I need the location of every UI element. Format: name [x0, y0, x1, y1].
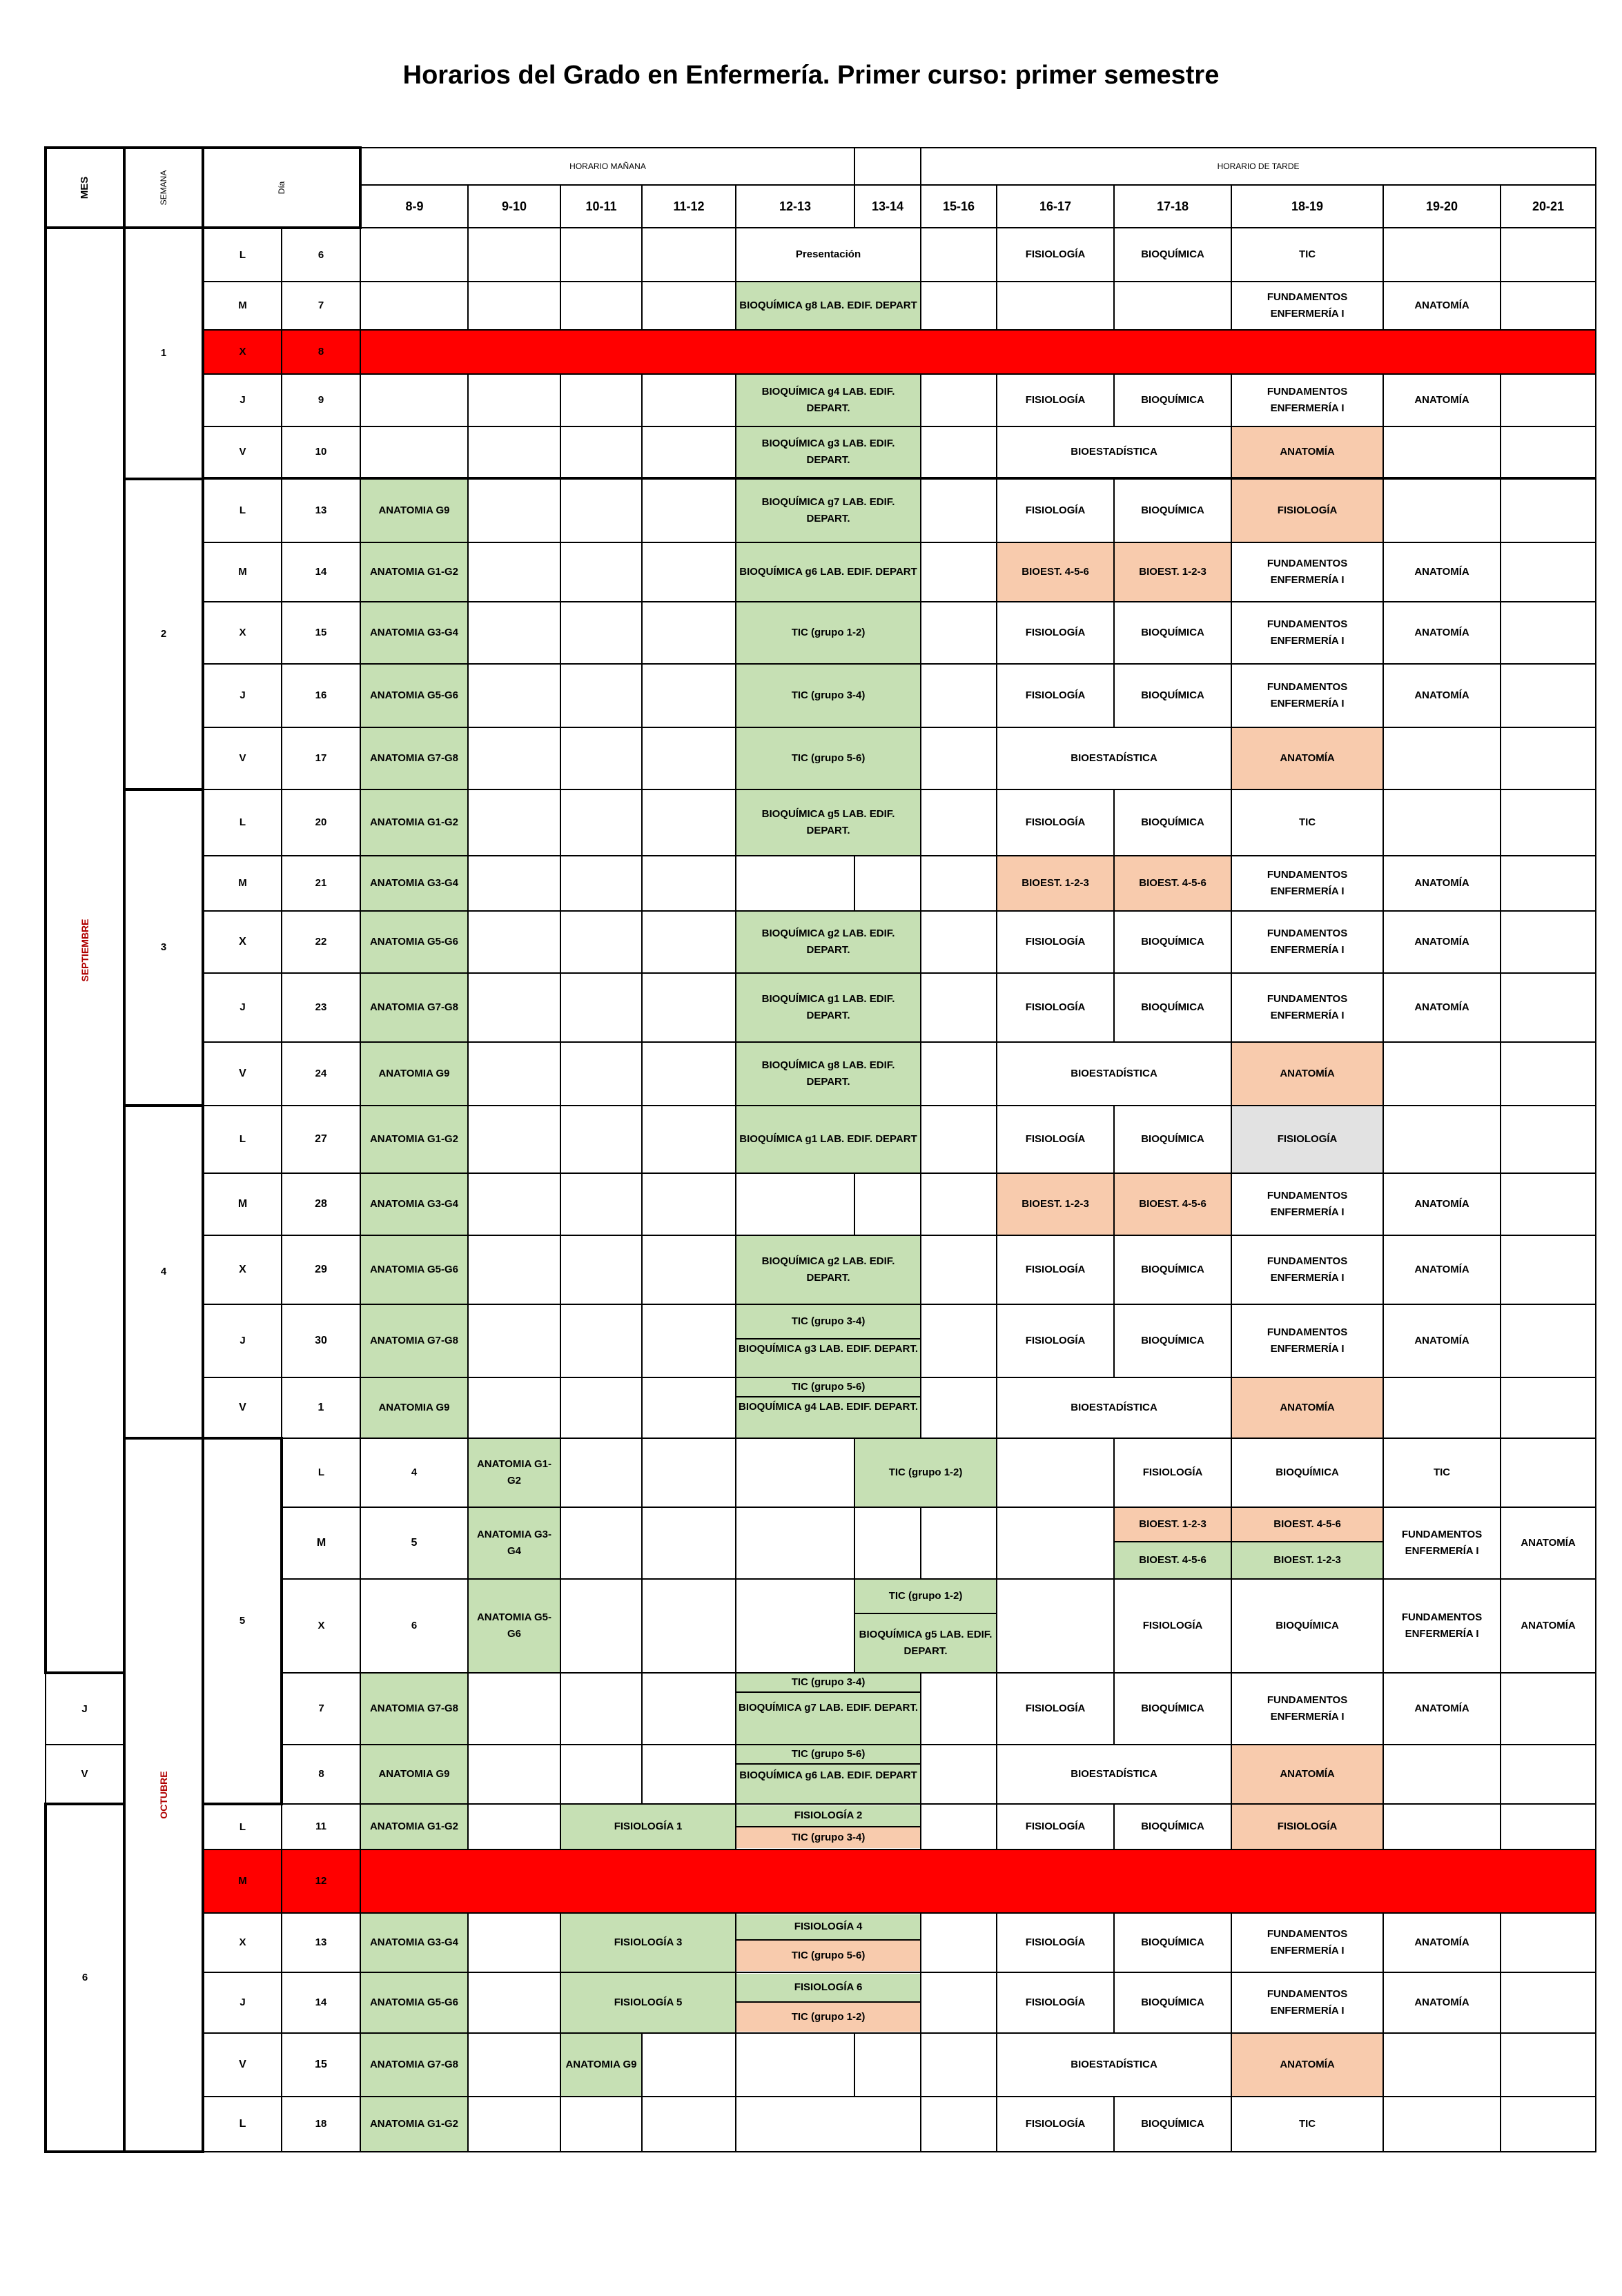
day-row: [46, 426, 1596, 478]
cell: TIC: [1231, 2097, 1383, 2152]
cell: FISIOLOGÍA: [997, 602, 1114, 664]
day-number: 12: [282, 1849, 360, 1913]
cell: FUNDAMENTOS ENFERMERÍA I: [1231, 1235, 1383, 1304]
slot-header: 20-21: [1501, 185, 1596, 228]
day-letter: M: [203, 856, 282, 911]
day-row: [46, 973, 1596, 1042]
cell: FISIOLOGÍA: [997, 228, 1114, 282]
week-number: 6: [46, 1804, 124, 2152]
cell: ANATOMÍA: [1383, 282, 1501, 330]
cell: BIOQUÍMICA: [1114, 1304, 1231, 1377]
cell: TIC (grupo 1-2): [736, 2003, 920, 2032]
cell: BIOQUÍMICA g5 LAB. EDIF. DEPART.: [859, 1629, 993, 1657]
day-letter: J: [203, 664, 282, 727]
day-letter: M: [203, 1849, 282, 1913]
page-title: Horarios del Grado en Enfermería. Primer curso: primer semestre: [402, 61, 1220, 90]
morning-header: HORARIO MAÑANA: [360, 148, 854, 185]
day-letter: L: [203, 1106, 282, 1173]
day-number: 18: [282, 2097, 360, 2152]
cell: ANATOMÍA: [1383, 1972, 1501, 2033]
cell: BIOEST. 1-2-3: [997, 1173, 1114, 1235]
cell: BIOQUÍMICA g4 LAB. EDIF. DEPART.: [739, 1401, 919, 1413]
cell: BIOEST. 1-2-3: [1115, 1508, 1231, 1542]
day-row: [46, 1804, 1596, 1849]
slot-header: 12-13: [736, 185, 854, 228]
cell: BIOEST. 4-5-6: [1114, 1173, 1231, 1235]
week-number: 3: [124, 789, 203, 1106]
cell: FISIOLOGÍA: [997, 911, 1114, 973]
day-number: 21: [282, 856, 360, 911]
cell: ANATOMIA G9: [360, 479, 468, 542]
cell: BIOQUÍMICA g3 LAB. EDIF. DEPART.: [739, 1343, 919, 1355]
slot-header: 8-9: [360, 185, 468, 228]
cell: ANATOMÍA: [1383, 1235, 1501, 1304]
day-letter: J: [203, 374, 282, 426]
cell: BIOQUÍMICA: [1114, 1673, 1231, 1745]
cell: ANATOMIA G7-G8: [360, 727, 468, 789]
day-letter: J: [46, 1673, 124, 1745]
day-row: [46, 602, 1596, 664]
cell: BIOEST. 4-5-6: [997, 542, 1114, 602]
day-letter: X: [203, 330, 282, 374]
cell: ANATOMÍA: [1383, 1304, 1501, 1377]
day-letter: M: [203, 542, 282, 602]
day-letter: X: [203, 1235, 282, 1304]
cell: ANATOMIA G7-G8: [360, 1304, 468, 1377]
day-letter: X: [203, 911, 282, 973]
split-cell: [1231, 1507, 1383, 1579]
day-row: [46, 1235, 1596, 1304]
holiday-row: [46, 330, 1596, 374]
day-number: 15: [282, 602, 360, 664]
cell: BIOQUÍMICA g4 LAB. EDIF. DEPART.: [736, 374, 921, 426]
cell: FUNDAMENTOS ENFERMERÍA I: [1383, 1579, 1501, 1673]
cell: ANATOMIA G3-G4: [360, 1173, 468, 1235]
day-letter: X: [282, 1579, 360, 1673]
header-gap: [854, 148, 921, 185]
cell: TIC (grupo 5-6): [736, 1378, 920, 1397]
cell: BIOQUÍMICA: [1114, 973, 1231, 1042]
cell: FISIOLOGÍA: [1231, 479, 1383, 542]
day-letter: L: [203, 2097, 282, 2152]
cell: ANATOMÍA: [1501, 1579, 1596, 1673]
cell: FUNDAMENTOS ENFERMERÍA I: [1231, 282, 1383, 330]
slot-header: 9-10: [468, 185, 560, 228]
cell: BIOQUÍMICA g8 LAB. EDIF. DEPART: [736, 282, 921, 330]
cell: BIOQUÍMICA g2 LAB. EDIF. DEPART.: [736, 1235, 921, 1304]
month-september: SEPTIEMBRE: [46, 228, 124, 1673]
day-letter: M: [203, 1173, 282, 1235]
day-letter: L: [203, 479, 282, 542]
cell: ANATOMIA G5-G6: [360, 664, 468, 727]
cell: BIOEST. 1-2-3: [997, 856, 1114, 911]
split-cell: [1114, 1507, 1231, 1579]
cell: ANATOMIA G5-G6: [360, 1235, 468, 1304]
split-cell: [736, 1377, 921, 1438]
day-letter: X: [203, 1913, 282, 1972]
cell: BIOEST. 4-5-6: [1115, 1542, 1231, 1578]
cell: FUNDAMENTOS ENFERMERÍA I: [1231, 1304, 1383, 1377]
cell: ANATOMIA G9: [360, 1377, 468, 1438]
cell: FISIOLOGÍA 1: [560, 1804, 736, 1849]
day-letter: V: [203, 426, 282, 478]
day-number: 7: [282, 1673, 360, 1745]
day-number: 14: [282, 542, 360, 602]
day-number: 28: [282, 1173, 360, 1235]
day-letter: J: [203, 973, 282, 1042]
cell: ANATOMIA G1-G2: [360, 542, 468, 602]
day-number: 13: [282, 1913, 360, 1972]
cell: BIOQUÍMICA: [1231, 1579, 1383, 1673]
cell: TIC (grupo 1-2): [855, 1580, 996, 1614]
cell: BIOQUÍMICA g7 LAB. EDIF. DEPART.: [739, 1702, 919, 1714]
cell: FISIOLOGÍA: [997, 374, 1114, 426]
day-number: 6: [360, 1579, 468, 1673]
cell: TIC (grupo 1-2): [854, 1438, 997, 1507]
cell: ANATOMÍA: [1383, 602, 1501, 664]
day-number: 16: [282, 664, 360, 727]
cell: FISIOLOGÍA 3: [560, 1913, 736, 1972]
cell: ANATOMÍA: [1231, 727, 1383, 789]
day-row: [46, 1438, 1596, 1507]
cell: BIOQUÍMICA: [1114, 602, 1231, 664]
cell: TIC (grupo 3-4): [736, 1827, 920, 1848]
cell: TIC: [1231, 789, 1383, 856]
mes-header: MES: [46, 148, 124, 228]
cell: ANATOMIA G3-G4: [360, 1913, 468, 1972]
cell: ANATOMÍA: [1383, 856, 1501, 911]
cell: FISIOLOGÍA: [997, 973, 1114, 1042]
day-letter: V: [46, 1745, 124, 1804]
day-letter: M: [282, 1507, 360, 1579]
cell: ANATOMIA G1-G2: [360, 1106, 468, 1173]
cell: ANATOMIA G5-G6: [360, 911, 468, 973]
cell: FUNDAMENTOS ENFERMERÍA I: [1231, 1673, 1383, 1745]
cell: BIOQUÍMICA: [1114, 1804, 1231, 1849]
cell: BIOEST. 4-5-6: [1232, 1508, 1382, 1542]
semana-header: SEMANA: [124, 148, 203, 228]
cell: BIOQUÍMICA: [1114, 2097, 1231, 2152]
day-row: [46, 1304, 1596, 1377]
cell: ANATOMÍA: [1383, 1673, 1501, 1745]
holiday-bar: [360, 1849, 1596, 1913]
cell: ANATOMIA G7-G8: [360, 2033, 468, 2097]
cell: BIOEST. 1-2-3: [1114, 542, 1231, 602]
cell: ANATOMÍA: [1383, 911, 1501, 973]
week-number: 4: [124, 1106, 203, 1438]
day-number: 27: [282, 1106, 360, 1173]
cell: ANATOMÍA: [1501, 1507, 1596, 1579]
header-row-1: [46, 148, 1596, 185]
day-number: 7: [282, 282, 360, 330]
day-letter: J: [203, 1304, 282, 1377]
cell: FISIOLOGÍA: [997, 1913, 1114, 1972]
day-number: 15: [282, 2033, 360, 2097]
week-number: 2: [124, 479, 203, 789]
cell: BIOESTADÍSTICA: [997, 426, 1231, 478]
cell: ANATOMÍA: [1383, 973, 1501, 1042]
cell: FUNDAMENTOS ENFERMERÍA I: [1231, 973, 1383, 1042]
cell: BIOQUÍMICA: [1114, 228, 1231, 282]
slot-header: 18-19: [1231, 185, 1383, 228]
cell: BIOQUÍMICA: [1114, 911, 1231, 973]
day-number: 8: [282, 330, 360, 374]
split-cell: [736, 1972, 921, 2033]
day-letter: V: [203, 727, 282, 789]
cell: BIOESTADÍSTICA: [997, 1377, 1231, 1438]
day-row: [46, 1972, 1596, 2033]
afternoon-header: HORARIO DE TARDE: [921, 148, 1596, 185]
slot-header: 17-18: [1114, 185, 1231, 228]
day-number: 5: [360, 1507, 468, 1579]
cell: FISIOLOGÍA: [997, 664, 1114, 727]
day-row: [46, 727, 1596, 789]
day-letter: M: [203, 282, 282, 330]
day-letter: L: [282, 1438, 360, 1507]
cell: BIOQUÍMICA g1 LAB. EDIF. DEPART: [736, 1106, 921, 1173]
cell: ANATOMIA G1-G2: [360, 1804, 468, 1849]
cell: TIC (grupo 3-4): [736, 1305, 920, 1340]
cell: FISIOLOGÍA: [1114, 1579, 1231, 1673]
day-letter: X: [203, 602, 282, 664]
cell: FISIOLOGÍA 5: [560, 1972, 736, 2033]
cell: FUNDAMENTOS ENFERMERÍA I: [1231, 911, 1383, 973]
day-letter: V: [203, 1042, 282, 1106]
day-row: [46, 2097, 1596, 2152]
cell: FUNDAMENTOS ENFERMERÍA I: [1231, 1173, 1383, 1235]
day-number: 1: [282, 1377, 360, 1438]
day-row: [46, 1106, 1596, 1173]
schedule-table: [44, 146, 1596, 2153]
day-row: [46, 789, 1596, 856]
dia-header: Día: [203, 148, 360, 228]
cell: TIC (grupo 3-4): [736, 664, 921, 727]
day-row: [46, 282, 1596, 330]
cell: BIOESTADÍSTICA: [997, 727, 1231, 789]
cell: TIC (grupo 3-4): [736, 1674, 920, 1693]
cell: BIOQUÍMICA: [1114, 1235, 1231, 1304]
day-number: 6: [282, 228, 360, 282]
cell: BIOQUÍMICA: [1114, 1106, 1231, 1173]
cell: FISIOLOGÍA: [997, 1304, 1114, 1377]
day-letter: L: [203, 228, 282, 282]
cell: FUNDAMENTOS ENFERMERÍA I: [1231, 1972, 1383, 2033]
cell: ANATOMIA G5-G6: [468, 1579, 560, 1673]
cell: FISIOLOGÍA: [997, 479, 1114, 542]
cell: ANATOMIA G1-G2: [468, 1438, 560, 1507]
cell: BIOEST. 4-5-6: [1114, 856, 1231, 911]
cell: FISIOLOGÍA: [997, 1106, 1114, 1173]
cell: TIC: [1231, 228, 1383, 282]
slot-header: 15-16: [921, 185, 997, 228]
cell: BIOQUÍMICA: [1114, 479, 1231, 542]
cell: ANATOMIA G9: [360, 1745, 468, 1804]
cell: ANATOMIA G1-G2: [360, 789, 468, 856]
cell: FISIOLOGÍA: [997, 1972, 1114, 2033]
cell: ANATOMIA G7-G8: [360, 973, 468, 1042]
cell: FISIOLOGÍA: [997, 2097, 1114, 2152]
day-number: 9: [282, 374, 360, 426]
day-number: 30: [282, 1304, 360, 1377]
day-row: [46, 374, 1596, 426]
day-number: 14: [282, 1972, 360, 2033]
day-letter: V: [203, 2033, 282, 2097]
cell: BIOQUÍMICA g6 LAB. EDIF. DEPART: [739, 1769, 917, 1781]
day-row: [46, 664, 1596, 727]
cell: FISIOLOGÍA 4: [736, 1914, 920, 1941]
cell: ANATOMIA G5-G6: [360, 1972, 468, 2033]
cell: ANATOMÍA: [1231, 1377, 1383, 1438]
cell: FUNDAMENTOS ENFERMERÍA I: [1383, 1507, 1501, 1579]
week-number: 5: [203, 1438, 282, 1804]
day-row: [46, 1913, 1596, 1972]
split-cell: [736, 1804, 921, 1849]
cell: FISIOLOGÍA 6: [736, 1974, 920, 2003]
cell: ANATOMIA G7-G8: [360, 1673, 468, 1745]
cell: TIC (grupo 5-6): [736, 727, 921, 789]
day-letter: L: [203, 789, 282, 856]
split-cell: [736, 1745, 921, 1804]
day-number: 22: [282, 911, 360, 973]
day-number: 29: [282, 1235, 360, 1304]
day-row: [46, 1377, 1596, 1438]
split-cell: [854, 1579, 997, 1673]
cell: FUNDAMENTOS ENFERMERÍA I: [1231, 542, 1383, 602]
cell: Presentación: [736, 228, 921, 282]
day-row: [46, 1173, 1596, 1235]
cell: ANATOMÍA: [1383, 374, 1501, 426]
day-row: [46, 228, 1596, 282]
split-cell: [736, 1673, 921, 1745]
day-row: [46, 479, 1596, 542]
slot-header: 11-12: [642, 185, 736, 228]
cell: BIOQUÍMICA g5 LAB. EDIF. DEPART.: [736, 789, 921, 856]
cell: TIC (grupo 5-6): [736, 1745, 920, 1765]
day-number: 24: [282, 1042, 360, 1106]
day-row: [46, 542, 1596, 602]
day-number: 11: [282, 1804, 360, 1849]
month-october: OCTUBRE: [124, 1438, 203, 2152]
day-number: 17: [282, 727, 360, 789]
cell: FUNDAMENTOS ENFERMERÍA I: [1231, 602, 1383, 664]
cell: BIOQUÍMICA: [1114, 664, 1231, 727]
cell: ANATOMÍA: [1231, 2033, 1383, 2097]
day-number: 4: [360, 1438, 468, 1507]
cell: ANATOMIA G3-G4: [468, 1507, 560, 1579]
cell: ANATOMÍA: [1383, 1913, 1501, 1972]
cell: FISIOLOGÍA: [997, 1235, 1114, 1304]
cell: BIOQUÍMICA: [1114, 1972, 1231, 2033]
cell: BIOESTADÍSTICA: [997, 1745, 1231, 1804]
cell: FUNDAMENTOS ENFERMERÍA I: [1231, 1913, 1383, 1972]
slot-header: 16-17: [997, 185, 1114, 228]
cell: ANATOMÍA: [1383, 542, 1501, 602]
cell: FISIOLOGÍA: [997, 1804, 1114, 1849]
cell: FISIOLOGÍA: [1231, 1106, 1383, 1173]
day-row: [46, 911, 1596, 973]
cell: ANATOMIA G3-G4: [360, 602, 468, 664]
cell: BIOQUÍMICA g1 LAB. EDIF. DEPART.: [736, 973, 921, 1042]
cell: ANATOMIA G9: [360, 1042, 468, 1106]
cell: BIOQUÍMICA g2 LAB. EDIF. DEPART.: [736, 911, 921, 973]
cell: FUNDAMENTOS ENFERMERÍA I: [1231, 856, 1383, 911]
cell: ANATOMIA G3-G4: [360, 856, 468, 911]
split-cell: [736, 1304, 921, 1377]
day-row: [46, 1042, 1596, 1106]
cell: TIC (grupo 1-2): [736, 602, 921, 664]
cell: BIOESTADÍSTICA: [997, 1042, 1231, 1106]
cell: BIOQUÍMICA g8 LAB. EDIF. DEPART.: [736, 1042, 921, 1106]
cell: FISIOLOGÍA: [997, 789, 1114, 856]
cell: ANATOMIA G1-G2: [360, 2097, 468, 2152]
cell: FISIOLOGÍA: [1231, 1804, 1383, 1849]
day-number: 10: [282, 426, 360, 478]
cell: BIOQUÍMICA g7 LAB. EDIF. DEPART.: [736, 479, 921, 542]
slot-header: 19-20: [1383, 185, 1501, 228]
cell: BIOQUÍMICA g3 LAB. EDIF. DEPART.: [736, 426, 921, 478]
cell: ANATOMIA G9: [560, 2033, 642, 2097]
day-number: 8: [282, 1745, 360, 1804]
cell: BIOEST. 1-2-3: [1232, 1542, 1382, 1578]
cell: BIOESTADÍSTICA: [997, 2033, 1231, 2097]
day-row: [46, 856, 1596, 911]
cell: BIOQUÍMICA: [1231, 1438, 1383, 1507]
holiday-bar: [360, 330, 1596, 374]
cell: TIC (grupo 5-6): [736, 1941, 920, 1971]
day-number: 23: [282, 973, 360, 1042]
slot-header: 10-11: [560, 185, 642, 228]
split-cell: [736, 1913, 921, 1972]
cell: FISIOLOGÍA: [997, 1673, 1114, 1745]
cell: TIC: [1383, 1438, 1501, 1507]
cell: BIOQUÍMICA: [1114, 374, 1231, 426]
cell: ANATOMÍA: [1383, 1173, 1501, 1235]
cell: FUNDAMENTOS ENFERMERÍA I: [1231, 374, 1383, 426]
cell: ANATOMÍA: [1231, 1745, 1383, 1804]
cell: ANATOMÍA: [1231, 1042, 1383, 1106]
cell: FISIOLOGÍA: [1114, 1438, 1231, 1507]
cell: ANATOMÍA: [1383, 664, 1501, 727]
cell: FUNDAMENTOS ENFERMERÍA I: [1231, 664, 1383, 727]
day-letter: V: [203, 1377, 282, 1438]
day-letter: L: [203, 1804, 282, 1849]
day-number: 20: [282, 789, 360, 856]
cell: FISIOLOGÍA 2: [736, 1805, 920, 1827]
day-letter: J: [203, 1972, 282, 2033]
cell: ANATOMÍA: [1231, 426, 1383, 478]
cell: BIOQUÍMICA g6 LAB. EDIF. DEPART: [736, 542, 921, 602]
week-number: 1: [124, 228, 203, 479]
cell: BIOQUÍMICA: [1114, 1913, 1231, 1972]
cell: BIOQUÍMICA: [1114, 789, 1231, 856]
holiday-row: [46, 1849, 1596, 1913]
day-number: 13: [282, 479, 360, 542]
slot-header: 13-14: [854, 185, 921, 228]
day-row: [46, 2033, 1596, 2097]
